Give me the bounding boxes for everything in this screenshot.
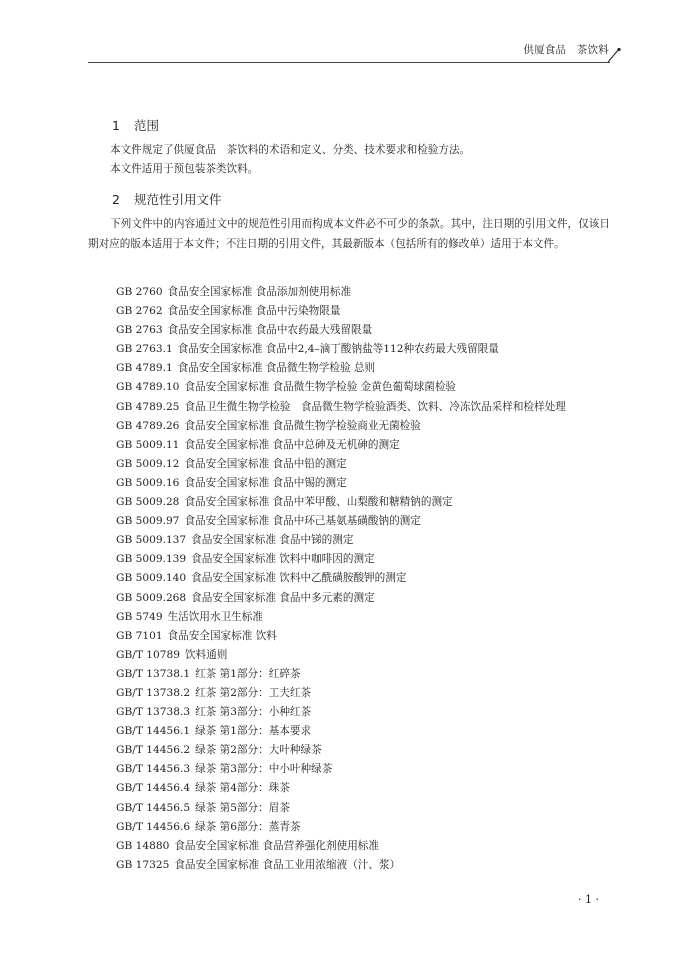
reference-code: GB/T 13738.3 (116, 706, 191, 719)
reference-title: 食品安全国家标准 食品中锑的测定 (191, 534, 354, 547)
reference-title: 食品安全国家标准 食品添加剂使用标准 (167, 286, 352, 298)
reference-item (116, 818, 566, 837)
reference-title: 生活饮用水卫生标准 (167, 610, 263, 623)
reference-item (116, 684, 566, 703)
reference-code: GB 5009.28 (116, 496, 180, 509)
reference-item (116, 741, 566, 760)
reference-item (116, 665, 566, 684)
reference-code: GB 5009.137 (116, 534, 187, 547)
reference-code: GB 5009.12 (116, 457, 180, 470)
reference-item (116, 417, 566, 436)
reference-code: GB 4789.1 (116, 362, 173, 375)
reference-title: 食品安全国家标准 食品中锡的测定 (184, 476, 347, 489)
reference-title: 食品卫生微生物学检验 食品微生物学检验酒类、饮料、冷冻饮品采样和检样处理 (184, 400, 566, 413)
reference-item (116, 474, 566, 493)
scope-paragraph-2: 本文件适用于预包装茶类饮料。 (110, 163, 259, 175)
reference-title: 食品安全国家标准 食品中2,4–滴丁酸钠盐等112种农药最大残留限量 (177, 343, 499, 356)
reference-item (116, 608, 566, 627)
reference-title: 红茶 第1部分：红碎茶 (195, 667, 301, 680)
reference-code: GB 7101 (116, 629, 163, 642)
reference-code: GB 4789.26 (116, 419, 180, 432)
reference-code: GB 5009.97 (116, 515, 180, 528)
reference-item (116, 646, 566, 665)
reference-item (116, 550, 566, 569)
reference-code: GB/T 14456.6 (116, 820, 191, 833)
reference-item (116, 799, 566, 818)
reference-item (116, 589, 566, 608)
reference-code: GB/T 13738.2 (116, 686, 191, 699)
reference-item (116, 455, 566, 474)
reference-code: GB 2760 (116, 286, 163, 298)
running-header-title: 供厦食品 茶饮料 (523, 44, 609, 56)
reference-title: 绿茶 第2部分：大叶种绿茶 (195, 744, 322, 757)
scope-paragraph-1: 本文件规定了供厦食品 茶饮料的术语和定义、分类、技术要求和检验方法。 (110, 144, 471, 156)
reference-code: GB/T 14456.4 (116, 782, 191, 795)
reference-item (116, 837, 566, 856)
reference-item (116, 512, 566, 531)
reference-title: 食品安全国家标准 食品工业用浓缩液（汁、浆） (174, 858, 401, 871)
reference-title: 食品安全国家标准 食品营养强化剂使用标准 (174, 839, 379, 852)
section-heading-normative-references (112, 190, 222, 208)
reference-title: 饮料通则 (184, 648, 228, 661)
reference-title: 食品安全国家标准 食品中多元素的测定 (191, 591, 375, 604)
reference-item (116, 321, 566, 340)
reference-title: 食品安全国家标准 食品微生物学检验 金黄色葡萄球菌检验 (184, 381, 457, 394)
reference-code: GB 5009.268 (116, 591, 187, 604)
reference-item (116, 398, 566, 417)
reference-code: GB/T 10789 (116, 648, 180, 661)
reference-item (116, 531, 566, 550)
reference-item (116, 703, 566, 722)
section-number: 2 (112, 192, 120, 207)
reference-item (116, 378, 566, 397)
section-heading-scope (112, 116, 159, 134)
reference-list (116, 283, 566, 875)
reference-code: GB 2763 (116, 324, 163, 337)
reference-item (116, 760, 566, 779)
reference-title: 红茶 第2部分：工夫红茶 (195, 686, 312, 699)
reference-title: 食品安全国家标准 食品中总砷及无机砷的测定 (184, 438, 400, 451)
reference-title: 食品安全国家标准 饮料 (167, 629, 277, 642)
reference-title: 绿茶 第3部分：中小叶种绿茶 (195, 763, 333, 776)
reference-code: GB 2762 (116, 305, 163, 318)
reference-code: GB 5009.140 (116, 572, 187, 585)
reference-title: 食品安全国家标准 食品中污染物限量 (167, 305, 341, 318)
reference-code: GB 4789.25 (116, 400, 180, 413)
reference-code: GB 5009.16 (116, 476, 180, 489)
reference-title: 绿茶 第1部分：基本要求 (195, 725, 312, 738)
reference-title: 食品安全国家标准 饮料中咖啡因的测定 (191, 553, 375, 566)
reference-item (116, 722, 566, 741)
normative-intro-paragraph: 下列文件中的内容通过文中的规范性引用而构成本文件必不可少的条款。其中，注日期的引用文件，仅该日期对应的版本适用于本文件；不注日期的引用文件，其最新版本（包括所有的修改单）适用于本文件。 (88, 218, 610, 250)
reference-item (116, 856, 566, 875)
reference-code: GB/T 14456.3 (116, 763, 191, 776)
reference-title: 食品安全国家标准 食品微生物学检验 总则 (177, 362, 376, 375)
reference-title: 食品安全国家标准 食品中农药最大残留限量 (167, 324, 373, 337)
reference-code: GB 5009.11 (116, 438, 180, 451)
reference-code: GB/T 13738.1 (116, 667, 191, 680)
reference-item (116, 493, 566, 512)
reference-code: GB/T 14456.5 (116, 801, 191, 814)
page-number: · 1 · (578, 893, 599, 906)
reference-title: 绿茶 第4部分：珠茶 (195, 782, 290, 795)
reference-item (116, 359, 566, 378)
reference-title: 红茶 第3部分：小种红茶 (195, 706, 312, 719)
reference-item (116, 302, 566, 321)
reference-item (116, 283, 566, 302)
reference-title: 绿茶 第6部分：蒸青茶 (195, 820, 301, 833)
reference-code: GB/T 14456.2 (116, 744, 191, 757)
reference-title: 绿茶 第5部分：眉茶 (195, 801, 290, 814)
reference-item (116, 340, 566, 359)
header-divider (88, 62, 610, 63)
reference-item (116, 436, 566, 455)
reference-code: GB 17325 (116, 858, 170, 871)
reference-code: GB 2763.1 (116, 343, 173, 356)
section-title: 范围 (134, 118, 160, 133)
reference-item (116, 627, 566, 646)
reference-title: 食品安全国家标准 食品微生物学检验商业无菌检验 (184, 419, 421, 432)
section-title: 规范性引用文件 (134, 192, 222, 207)
reference-code: GB 5009.139 (116, 553, 187, 566)
reference-title: 食品安全国家标准 食品中铅的测定 (184, 457, 347, 470)
reference-title: 食品安全国家标准 食品中苯甲酸、山梨酸和糖精钠的测定 (184, 496, 453, 509)
reference-item (116, 569, 566, 588)
reference-code: GB 14880 (116, 839, 170, 852)
reference-item (116, 779, 566, 798)
section-number: 1 (112, 118, 120, 133)
reference-code: GB 4789.10 (116, 381, 180, 394)
reference-title: 食品安全国家标准 饮料中乙酰磺胺酸钾的测定 (191, 572, 407, 585)
reference-code: GB 5749 (116, 610, 163, 623)
reference-title: 食品安全国家标准 食品中环己基氨基磺酸钠的测定 (184, 515, 421, 528)
reference-code: GB/T 14456.1 (116, 725, 191, 738)
header-decoration (606, 47, 622, 63)
